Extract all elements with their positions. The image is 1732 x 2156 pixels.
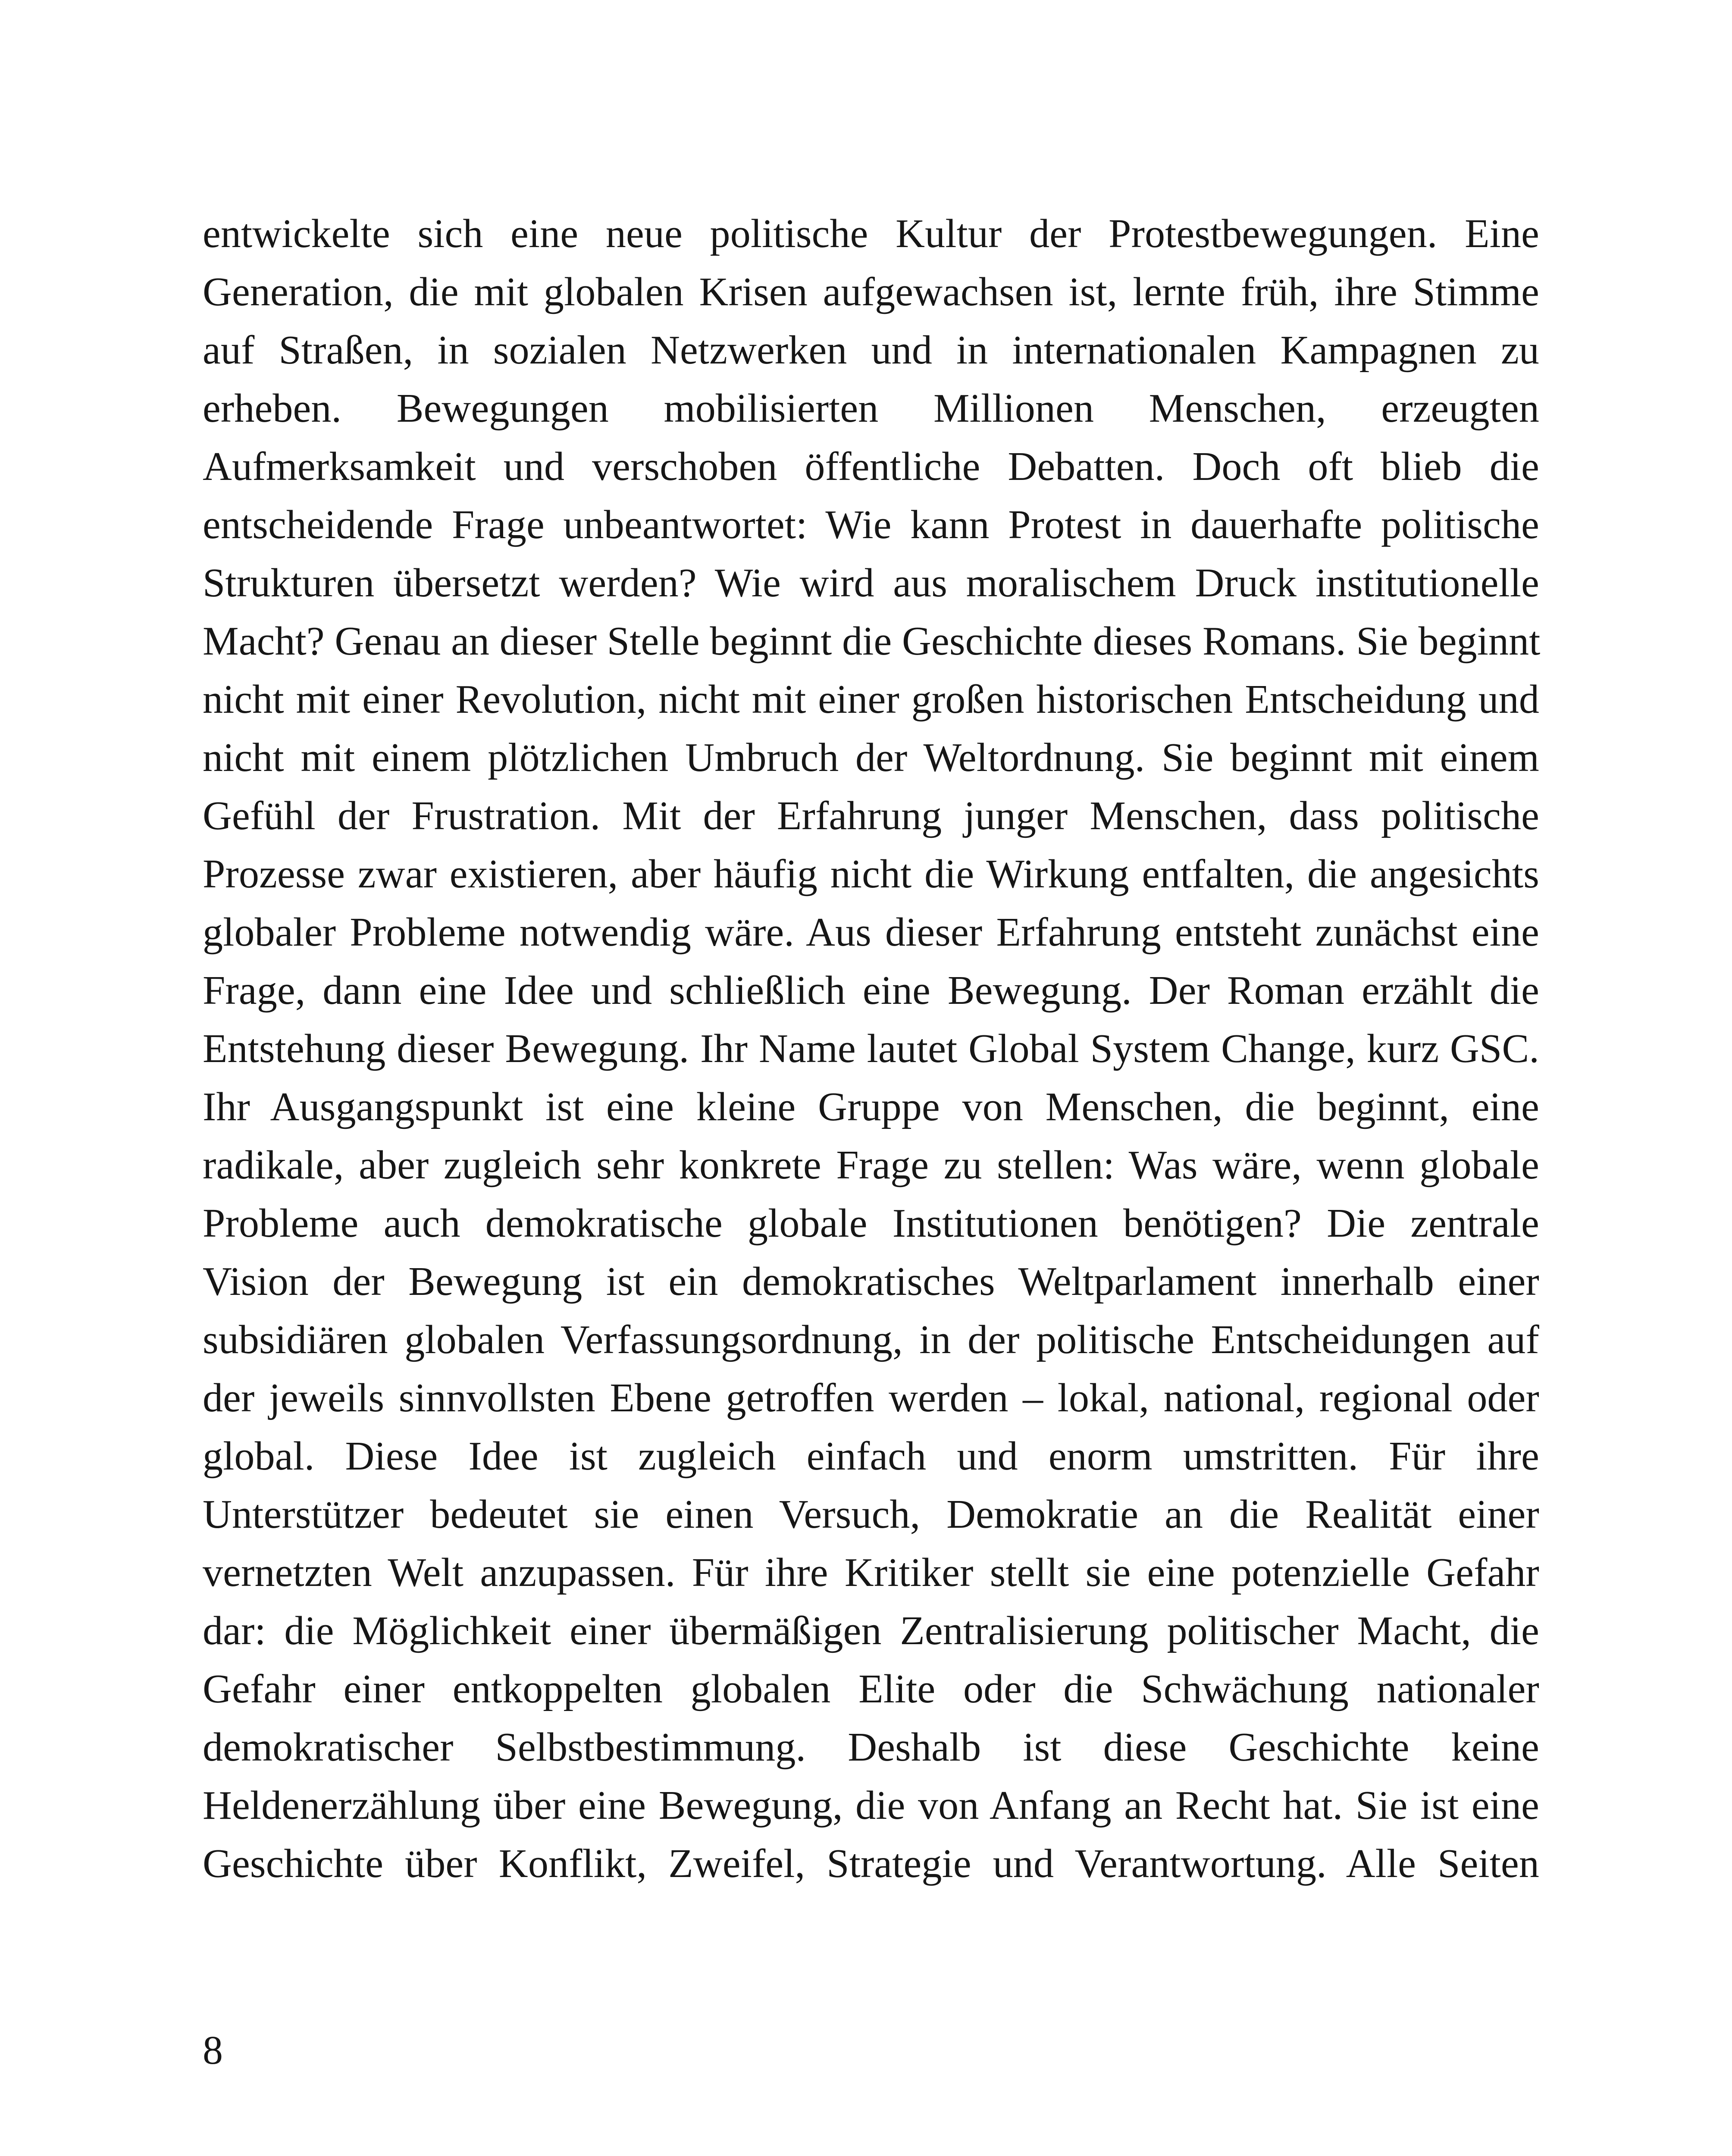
text-line: Prozesse zwar existieren, aber häufig nicht die Wirkung entfalten, die angesichts bbox=[203, 852, 1539, 896]
text-line: Ihr Ausgangspunkt ist eine kleine Gruppe von Menschen, die beginnt, eine bbox=[203, 1084, 1539, 1129]
text-line: erheben. Bewegungen mobilisierten Millionen Menschen, erzeugten bbox=[203, 386, 1539, 431]
text-line: Vision der Bewegung ist ein demokratisches Weltparlament innerhalb einer bbox=[203, 1259, 1539, 1304]
text-line: Macht? Genau an dieser Stelle beginnt die Geschichte dieses Romans. Sie beginnt bbox=[203, 619, 1541, 664]
text-line: Aufmerksamkeit und verschoben öffentliche Debatten. Doch oft blieb die bbox=[203, 444, 1539, 489]
text-line: Gefahr einer entkoppelten globalen Elite oder die Schwächung nationaler bbox=[203, 1667, 1539, 1711]
text-line: Frage, dann eine Idee und schließlich eine Bewegung. Der Roman erzählt die bbox=[203, 968, 1539, 1013]
text-line: auf Straßen, in sozialen Netzwerken und in internationalen Kampagnen zu bbox=[203, 328, 1539, 373]
text-line: nicht mit einer Revolution, nicht mit einer großen historischen Entscheidung und bbox=[203, 677, 1539, 722]
text-line: Gefühl der Frustration. Mit der Erfahrung junger Menschen, dass politische bbox=[203, 793, 1539, 838]
text-line: globaler Probleme notwendig wäre. Aus dieser Erfahrung entsteht zunächst eine bbox=[203, 910, 1539, 955]
text-line: subsidiären globalen Verfassungsordnung, in der politische Entscheidungen auf bbox=[203, 1317, 1539, 1362]
text-line: Geschichte über Konflikt, Zweifel, Strategie und Verantwortung. Alle Seiten bbox=[203, 1841, 1539, 1886]
text-line: entwickelte sich eine neue politische Kultur der Protestbewegungen. Eine bbox=[203, 211, 1539, 256]
text-line: Strukturen übersetzt werden? Wie wird aus moralischem Druck institutionelle bbox=[203, 561, 1539, 605]
text-line: der jeweils sinnvollsten Ebene getroffen werden – lokal, national, regional oder bbox=[203, 1376, 1539, 1420]
text-line: Heldenerzählung über eine Bewegung, die von Anfang an Recht hat. Sie ist eine bbox=[203, 1783, 1539, 1828]
text-line: vernetzten Welt anzupassen. Für ihre Kritiker stellt sie eine potenzielle Gefahr bbox=[203, 1550, 1539, 1595]
text-line: entscheidende Frage unbeantwortet: Wie kann Protest in dauerhafte politische bbox=[203, 502, 1539, 547]
body-text bbox=[203, 205, 1539, 1893]
text-line: nicht mit einem plötzlichen Umbruch der Weltordnung. Sie beginnt mit einem bbox=[203, 735, 1539, 780]
text-line: demokratischer Selbstbestimmung. Deshalb ist diese Geschichte keine bbox=[203, 1725, 1539, 1770]
text-line: Entstehung dieser Bewegung. Ihr Name lautet Global System Change, kurz GSC. bbox=[203, 1026, 1539, 1071]
text-line: Unterstützer bedeutet sie einen Versuch, Demokratie an die Realität einer bbox=[203, 1492, 1539, 1537]
text-line: Generation, die mit globalen Krisen aufgewachsen ist, lernte früh, ihre Stimme bbox=[203, 270, 1539, 314]
text-line: dar: die Möglichkeit einer übermäßigen Zentralisierung politischer Macht, die bbox=[203, 1608, 1539, 1653]
text-line: radikale, aber zugleich sehr konkrete Frage zu stellen: Was wäre, wenn globale bbox=[203, 1143, 1539, 1188]
text-line: global. Diese Idee ist zugleich einfach und enorm umstritten. Für ihre bbox=[203, 1434, 1539, 1479]
page-number: 8 bbox=[203, 2028, 223, 2073]
text-line: Probleme auch demokratische globale Institutionen benötigen? Die zentrale bbox=[203, 1201, 1539, 1246]
